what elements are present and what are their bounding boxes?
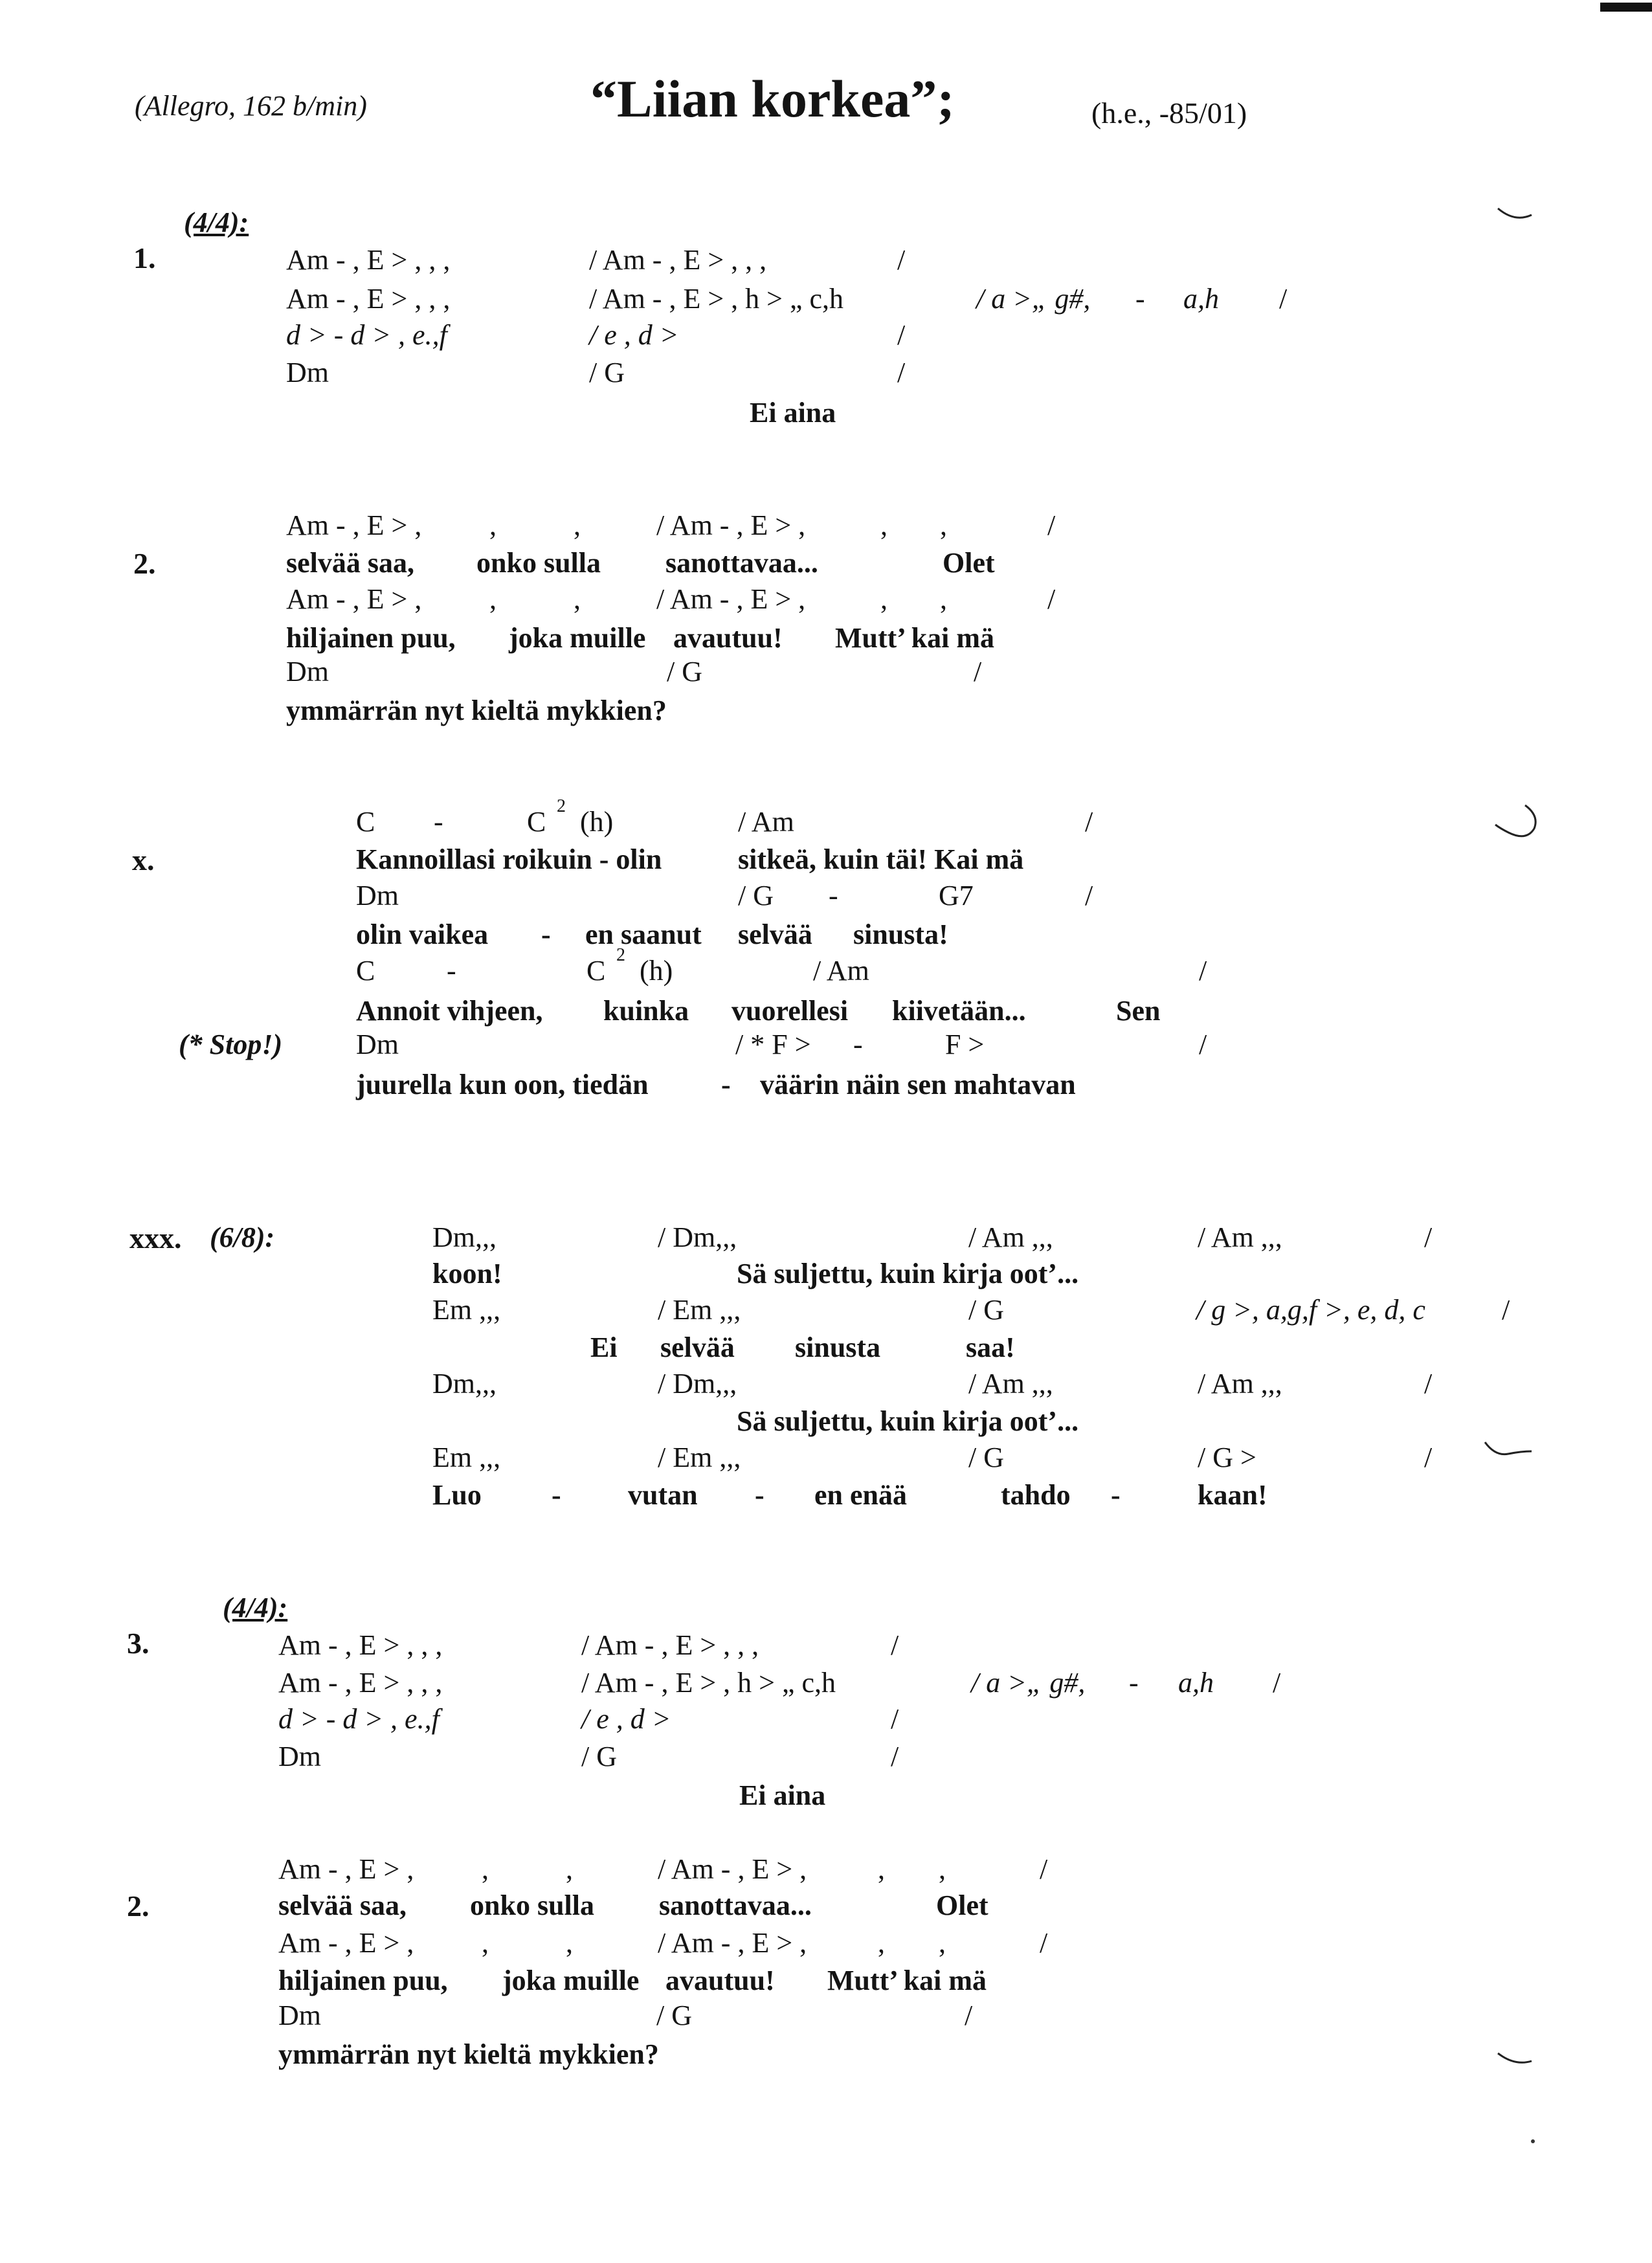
chord-comma: ,: [566, 1927, 573, 1959]
lyric: Olet: [943, 547, 995, 579]
lyric: Ei: [590, 1332, 618, 1363]
chord-comma: ,: [566, 1853, 573, 1885]
lyric: kaan!: [1198, 1479, 1267, 1511]
chord-line: Am - , E > , , ,: [286, 244, 451, 276]
bar-line: /: [1040, 1853, 1048, 1885]
lyric-line: ymmärrän nyt kieltä mykkien?: [286, 695, 667, 726]
chord-comma: ,: [489, 583, 497, 615]
bar-line: /: [891, 1629, 899, 1661]
chord-line: / Am - , E > , h > „ c,h: [589, 283, 844, 315]
bar-line: /: [974, 656, 982, 687]
chord-line: / Am - , E > ,: [656, 583, 806, 615]
lyric-line: Ei aina: [739, 1779, 826, 1811]
chord: / G: [589, 357, 625, 388]
song-code: (h.e., -85/01): [1091, 96, 1247, 129]
section-number: xxx.: [129, 1221, 182, 1254]
lyric: Sä suljettu, kuin kirja oot’...: [737, 1405, 1079, 1437]
lyric: Mutt’ kai mä: [827, 1965, 987, 1996]
lyric: selvää saa,: [286, 547, 414, 579]
bar-line: /: [1424, 1221, 1433, 1253]
lyric-line: ymmärrän nyt kieltä mykkien?: [278, 2038, 659, 2070]
chord-comma: ,: [940, 583, 947, 615]
bar-line: /: [1085, 880, 1093, 911]
lyric: olin vaikea: [356, 919, 489, 950]
chord-note: (h): [580, 806, 614, 838]
chord-line: Am - , E > ,: [278, 1927, 414, 1959]
chord-note: (h): [640, 955, 673, 987]
section-number: x.: [132, 843, 155, 876]
chord: / G: [968, 1442, 1004, 1473]
chord-line: Am - , E > ,: [286, 583, 422, 615]
chord: Dm,,,: [432, 1221, 497, 1253]
verse-number: 2.: [127, 1890, 150, 1923]
chord: / G >: [1198, 1442, 1256, 1473]
chord: G7: [939, 880, 974, 911]
chord: Dm: [286, 357, 329, 388]
dash: -: [434, 806, 443, 838]
bar-line: /: [1199, 955, 1207, 987]
chord-comma: ,: [939, 1927, 946, 1959]
lyric: joka muille: [509, 622, 646, 654]
chord: / Am: [738, 806, 794, 838]
lyric: Kannoillasi roikuin - olin: [356, 843, 662, 875]
bar-line: /: [965, 2000, 973, 2031]
lyric: selvää: [738, 919, 812, 950]
bar-line: /: [897, 319, 906, 351]
bar-line: /: [897, 244, 906, 276]
verse-number: 2.: [133, 547, 156, 580]
lyric: koon!: [432, 1258, 502, 1289]
chord-comma: ,: [482, 1853, 489, 1885]
bar-line: /: [1199, 1029, 1207, 1060]
dash: -: [1111, 1479, 1121, 1511]
lyric: väärin näin sen mahtavan: [760, 1069, 1076, 1100]
chord: / Am ,,,: [968, 1221, 1053, 1253]
bar-line: /: [1047, 509, 1056, 541]
lyric: en enää: [814, 1479, 907, 1511]
chord: / Am ,,,: [1198, 1221, 1282, 1253]
bar-line: /: [1040, 1927, 1048, 1959]
chord-comma: ,: [574, 583, 581, 615]
lyric: hiljainen puu,: [278, 1965, 448, 1996]
chord-line: / Am - , E > ,: [658, 1927, 807, 1959]
chord-line: / Am - , E > , , ,: [589, 244, 767, 276]
dash: -: [853, 1029, 863, 1060]
lyric: Sä suljettu, kuin kirja oot’...: [737, 1258, 1079, 1289]
lyric: onko sulla: [470, 1890, 594, 1921]
lyric: avautuu!: [665, 1965, 775, 1996]
chord: Dm: [286, 656, 329, 687]
lyric-line: Ei aina: [750, 397, 836, 429]
bar-line: /: [1279, 283, 1288, 315]
melody-notes: a,h: [1178, 1667, 1214, 1699]
chord-comma: ,: [880, 583, 887, 615]
chord: / G: [581, 1741, 617, 1772]
chord: / Am ,,,: [968, 1368, 1053, 1399]
lyric: tahdo: [1001, 1479, 1071, 1511]
lyric: joka muille: [502, 1965, 640, 1996]
chord: C: [586, 955, 606, 987]
chord-line: / Am - , E > , h > „ c,h: [581, 1667, 836, 1699]
chord-comma: ,: [940, 509, 947, 541]
chord: Em ,,,: [432, 1294, 501, 1326]
lyric: kuinka: [603, 995, 689, 1027]
chord-superscript: 2: [616, 945, 625, 965]
chord-comma: ,: [878, 1853, 885, 1885]
dash: -: [447, 955, 456, 987]
chord: / G: [738, 880, 774, 911]
chord: Em ,,,: [432, 1442, 501, 1473]
chord: C: [356, 806, 375, 838]
chord: / Em ,,,: [658, 1442, 741, 1473]
bar-line: /: [1424, 1442, 1433, 1473]
chord-comma: ,: [574, 509, 581, 541]
chord-line: Am - , E > , , ,: [278, 1629, 443, 1661]
chord-line: Am - , E > , , ,: [286, 283, 451, 315]
lyric: sanottavaa...: [665, 547, 818, 579]
lyric: vuorellesi: [731, 995, 849, 1027]
chord-superscript: 2: [557, 796, 566, 816]
chord-line: / Am - , E > ,: [656, 509, 806, 541]
chord: / G: [656, 2000, 692, 2031]
lyric: en saanut: [585, 919, 702, 950]
chord-comma: ,: [878, 1927, 885, 1959]
chord-line: Am - , E > , , ,: [278, 1667, 443, 1699]
scan-curl-mark: [1489, 803, 1541, 854]
lyric: Luo: [432, 1479, 482, 1511]
lyric: hiljainen puu,: [286, 622, 456, 654]
chord: / * F >: [735, 1029, 811, 1060]
scan-curl-mark: [1495, 2046, 1534, 2071]
meter-label: (4/4):: [184, 206, 249, 238]
melody-notes: a,h: [1183, 283, 1219, 315]
melody-notes: / a >„ g#,: [971, 1667, 1086, 1699]
chord: / Am ,,,: [1198, 1368, 1282, 1399]
lyric: selvää: [660, 1332, 735, 1363]
chord-line: Am - , E > ,: [286, 509, 422, 541]
lyric: saa!: [966, 1332, 1015, 1363]
chord: C: [356, 955, 375, 987]
dash: -: [552, 1479, 561, 1511]
melody-notes: / a >„ g#,: [976, 283, 1091, 315]
dash: -: [755, 1479, 765, 1511]
chord: / G: [968, 1294, 1004, 1326]
verse-number: 3.: [127, 1627, 150, 1660]
meter-label: (4/4):: [223, 1592, 288, 1623]
lyric: Mutt’ kai mä: [835, 622, 995, 654]
dash: -: [1135, 283, 1145, 315]
chord: C: [527, 806, 546, 838]
dash: -: [1129, 1667, 1139, 1699]
lyric: sinusta!: [853, 919, 948, 950]
chord: / Dm,,,: [658, 1368, 737, 1399]
melody-notes: / e , d >: [589, 319, 679, 351]
bar-line: /: [1085, 806, 1093, 838]
dash: -: [541, 919, 551, 950]
chord: / Em ,,,: [658, 1294, 741, 1326]
verse-number: 1.: [133, 241, 156, 274]
dash: -: [721, 1069, 731, 1100]
chord: / Am: [813, 955, 869, 987]
song-title: “Liian korkea”;: [590, 69, 955, 128]
stop-marking: (* Stop!): [179, 1029, 283, 1060]
bar-line: /: [891, 1741, 899, 1772]
lyric: sitkeä, kuin täi! Kai mä: [738, 843, 1024, 875]
chord: / Dm,,,: [658, 1221, 737, 1253]
lyric: vutan: [628, 1479, 698, 1511]
lyric: kiivetään...: [892, 995, 1026, 1027]
chord-comma: ,: [482, 1927, 489, 1959]
chord-comma: ,: [489, 509, 497, 541]
chord: / G: [667, 656, 702, 687]
lyric: selvää saa,: [278, 1890, 407, 1921]
chord: Dm,,,: [432, 1368, 497, 1399]
dash: -: [829, 880, 838, 911]
scan-dot: [1528, 2136, 1538, 2146]
scan-curl-mark: [1495, 201, 1534, 227]
bar-line: /: [891, 1703, 899, 1735]
chord: Dm: [356, 1029, 399, 1060]
chord-line: Am - , E > ,: [278, 1853, 414, 1885]
lyric: sanottavaa...: [659, 1890, 812, 1921]
scan-curl-mark: [1482, 1437, 1534, 1463]
lyric: Annoit vihjeen,: [356, 995, 543, 1027]
lyric: sinusta: [795, 1332, 881, 1363]
lyric: juurella kun oon, tiedän: [356, 1069, 649, 1100]
chord: Dm: [356, 880, 399, 911]
chord-line: / Am - , E > , , ,: [581, 1629, 759, 1661]
chord-comma: ,: [880, 509, 887, 541]
chord-line: / Am - , E > ,: [658, 1853, 807, 1885]
lyric: Olet: [936, 1890, 988, 1921]
scan-corner-mark: [1592, 0, 1652, 19]
chord: Dm: [278, 2000, 321, 2031]
chord: F >: [945, 1029, 985, 1060]
meter-label: (6/8):: [210, 1221, 275, 1253]
bar-line: /: [1047, 583, 1056, 615]
bar-line: /: [1273, 1667, 1281, 1699]
chord: Dm: [278, 1741, 321, 1772]
lyric: Sen: [1116, 995, 1161, 1027]
melody-notes: d > - d > , e.,f: [278, 1703, 440, 1735]
lyric: avautuu!: [673, 622, 783, 654]
melody-notes: / g >, a,g,f >, e, d, c: [1196, 1294, 1425, 1326]
melody-notes: d > - d > , e.,f: [286, 319, 447, 351]
melody-notes: / e , d >: [581, 1703, 671, 1735]
tempo-marking: (Allegro, 162 b/min): [135, 90, 367, 122]
lyric: onko sulla: [476, 547, 601, 579]
bar-line: /: [897, 357, 906, 388]
bar-line: /: [1502, 1294, 1510, 1326]
bar-line: /: [1424, 1368, 1433, 1399]
chord-comma: ,: [939, 1853, 946, 1885]
